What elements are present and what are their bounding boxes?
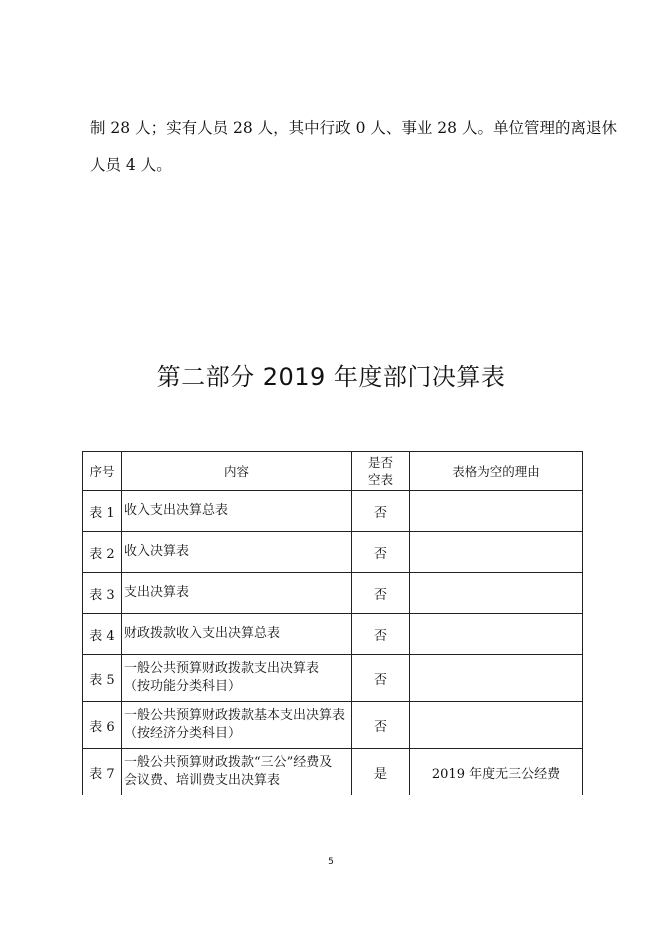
table-row <box>83 614 583 655</box>
row-content <box>122 749 352 796</box>
row-is-empty: 否 <box>352 491 410 532</box>
row-content: 支出决算表 <box>122 573 352 614</box>
row-reason <box>410 532 583 573</box>
intro-line-2: 人员 4 人。 <box>90 156 172 174</box>
row-no: 表 5 <box>83 655 122 702</box>
row-no: 表 2 <box>83 532 122 573</box>
table-row <box>83 702 583 749</box>
header-is-empty-line1: 是否 <box>367 455 393 470</box>
header-reason: 表格为空的理由 <box>410 452 583 491</box>
table-row <box>83 573 583 614</box>
report-table <box>82 451 583 795</box>
row-no: 表 3 <box>83 573 122 614</box>
row-is-empty: 否 <box>352 655 410 702</box>
row-content-line2: 会议费、培训费支出决算表 <box>124 773 281 788</box>
row-content: 财政拨款收入支出决算总表 <box>122 614 352 655</box>
row-content: 收入决算表 <box>122 532 352 573</box>
row-reason <box>410 573 583 614</box>
row-reason <box>410 702 583 749</box>
header-is-empty-line2: 空表 <box>367 472 393 487</box>
table-row <box>83 532 583 573</box>
header-no: 序号 <box>83 452 122 491</box>
row-is-empty: 否 <box>352 702 410 749</box>
row-no: 表 6 <box>83 702 122 749</box>
row-content-line2: （按功能分类科目） <box>124 679 242 694</box>
row-is-empty: 是 <box>352 749 410 796</box>
row-content-line2: （按经济分类科目） <box>124 726 242 741</box>
header-content: 内容 <box>122 452 352 491</box>
row-is-empty: 否 <box>352 573 410 614</box>
row-content <box>122 702 352 749</box>
row-reason <box>410 491 583 532</box>
table-header-row <box>83 452 583 491</box>
table-row <box>83 655 583 702</box>
row-reason: 2019 年度无三公经费 <box>410 749 583 796</box>
row-no: 表 7 <box>83 749 122 796</box>
row-content: 收入支出决算总表 <box>122 491 352 532</box>
section-title: 第二部分 2019 年度部门决算表 <box>156 363 506 391</box>
row-no: 表 4 <box>83 614 122 655</box>
table-row <box>83 491 583 532</box>
page-number: 5 <box>328 857 334 867</box>
header-is-empty <box>352 452 410 491</box>
table-row <box>83 749 583 796</box>
row-no: 表 1 <box>83 491 122 532</box>
row-reason <box>410 614 583 655</box>
row-is-empty: 否 <box>352 614 410 655</box>
row-content <box>122 655 352 702</box>
row-reason <box>410 655 583 702</box>
row-content-line1: 一般公共预算财政拨款“三公”经费及 <box>124 755 333 770</box>
row-content-line1: 一般公共预算财政拨款支出决算表 <box>124 661 320 676</box>
row-content-line1: 一般公共预算财政拨款基本支出决算表 <box>124 708 346 723</box>
intro-paragraph <box>90 110 617 184</box>
row-is-empty: 否 <box>352 532 410 573</box>
intro-line-1: 制 28 人；实有人员 28 人，其中行政 0 人、事业 28 人。单位管理的离退休 <box>90 119 617 137</box>
